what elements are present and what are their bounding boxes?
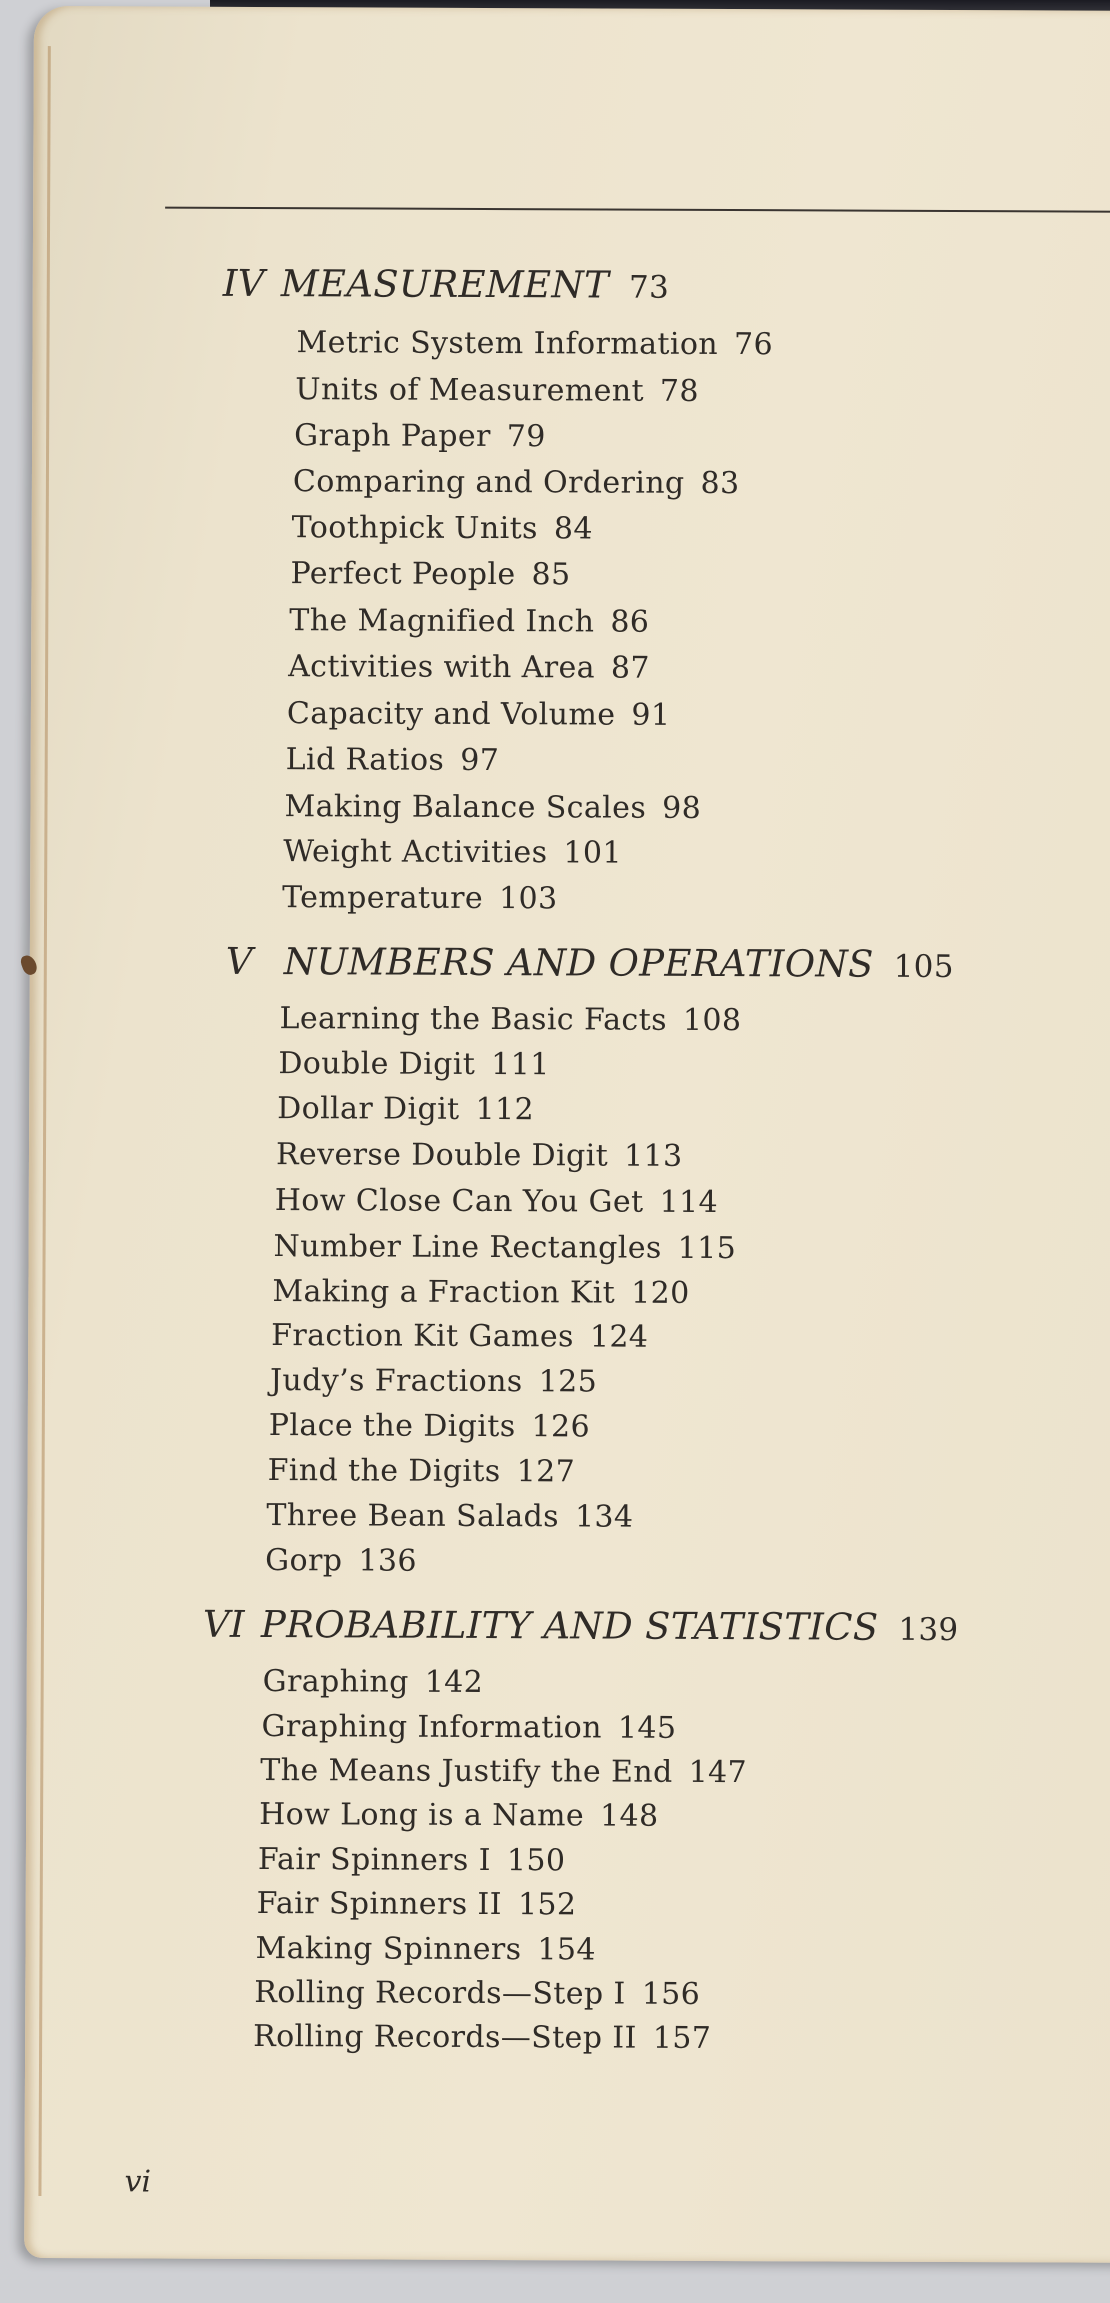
entry-title: Reverse Double Digit	[275, 1137, 609, 1174]
entry-page: 114	[659, 1184, 719, 1220]
toc-entry	[274, 1229, 737, 1266]
toc-entry	[280, 1001, 742, 1038]
entry-page: 156	[641, 1976, 701, 2012]
toc-entry	[272, 1274, 689, 1311]
toc-entry	[258, 1842, 566, 1878]
entry-page: 124	[589, 1319, 649, 1355]
entry-page: 145	[617, 1710, 677, 1746]
toc-entry	[294, 418, 546, 454]
entry-page: 142	[424, 1664, 484, 1700]
entry-title: Activities with Area	[288, 649, 596, 686]
entry-title: Comparing and Ordering	[292, 464, 685, 501]
entry-title: Making Spinners	[255, 1930, 522, 1968]
entry-page: 120	[631, 1275, 690, 1311]
entry-title: Find the Digits	[267, 1453, 501, 1490]
entry-title: Fraction Kit Games	[271, 1318, 574, 1355]
chapter-page: 139	[898, 1611, 959, 1649]
entry-title: Learning the Basic Facts	[279, 1001, 667, 1038]
toc-entry	[271, 1318, 648, 1355]
entry-title: Place the Digits	[268, 1408, 516, 1445]
toc-entry	[257, 1886, 577, 1922]
entry-title: Units of Measurement	[295, 372, 645, 409]
toc-entry	[266, 1498, 633, 1535]
toc-entry	[295, 372, 699, 409]
entry-page: 83	[700, 465, 740, 502]
toc-entry	[278, 1046, 549, 1082]
entry-page: 101	[563, 835, 622, 871]
entry-title: Perfect People	[290, 556, 516, 593]
toc-entry	[269, 1408, 590, 1444]
toc-entry	[292, 510, 593, 546]
entry-title: The Magnified Inch	[289, 603, 595, 640]
chapter-numeral: IV	[222, 261, 265, 306]
book-page	[24, 6, 1110, 2263]
entry-title: Double Digit	[278, 1046, 476, 1082]
chapter-numeral: VI	[202, 1602, 245, 1646]
entry-page: 150	[506, 1843, 566, 1879]
entry-page: 76	[733, 327, 774, 363]
toc-entry	[288, 649, 650, 686]
toc-entry	[282, 880, 558, 916]
toc-entry	[275, 1183, 718, 1220]
entry-page: 98	[662, 790, 702, 826]
entry-page: 154	[537, 1932, 596, 1968]
toc-entry	[254, 1975, 700, 2012]
toc-entry	[284, 789, 701, 826]
toc-entry	[293, 464, 740, 501]
chapter-title: PROBABILITY AND STATISTICS	[260, 1603, 879, 1649]
entry-page: 126	[531, 1409, 591, 1445]
entry-title: Number Line Rectangles	[273, 1229, 662, 1266]
entry-title: Graphing Information	[261, 1709, 602, 1746]
toc-entry	[283, 834, 622, 870]
entry-page: 148	[600, 1798, 659, 1834]
toc-entry	[255, 1931, 596, 1967]
toc-entry	[277, 1091, 534, 1127]
entry-title: Graphing	[262, 1664, 409, 1700]
entry-page: 78	[659, 373, 700, 409]
entry-page: 85	[531, 557, 571, 593]
entry-title: Gorp	[265, 1543, 343, 1579]
entry-title: Lid Ratios	[285, 742, 445, 778]
entry-title: How Close Can You Get	[274, 1183, 644, 1220]
toc-entry	[276, 1137, 683, 1174]
entry-page: 136	[358, 1543, 417, 1579]
chapter-page: 105	[893, 948, 954, 986]
chapter-title: NUMBERS AND OPERATIONS	[283, 940, 874, 986]
entry-page: 87	[610, 650, 651, 686]
chapter-page: 73	[628, 269, 670, 306]
entry-page: 115	[677, 1230, 737, 1267]
entry-title: Fair Spinners II	[256, 1885, 503, 1923]
entry-title: Rolling Records—Step II	[253, 2018, 637, 2056]
chapter-title: MEASUREMENT	[280, 262, 610, 307]
entry-title: Weight Activities	[283, 834, 548, 871]
entry-title: Making a Fraction Kit	[272, 1274, 616, 1311]
entry-page: 134	[574, 1499, 634, 1535]
toc-entry	[265, 1543, 417, 1579]
toc-entry	[286, 742, 500, 778]
entry-page: 79	[506, 419, 546, 455]
toc-entry	[268, 1453, 576, 1489]
toc-entry	[290, 556, 570, 592]
entry-page: 113	[624, 1138, 683, 1174]
chapter-heading-vi	[203, 1603, 959, 1649]
toc-entry	[261, 1709, 676, 1746]
entry-page: 127	[516, 1454, 576, 1490]
entry-title: Rolling Records—Step I	[254, 1974, 626, 2012]
entry-page: 97	[460, 742, 500, 779]
entry-page: 112	[475, 1091, 535, 1128]
entry-page: 157	[652, 2020, 712, 2056]
entry-title: Metric System Information	[296, 325, 719, 362]
entry-page: 84	[553, 511, 593, 547]
toc-entry	[289, 603, 649, 640]
entry-page: 152	[517, 1887, 577, 1923]
entry-title: Dollar Digit	[277, 1091, 460, 1127]
entry-title: How Long is a Name	[259, 1796, 585, 1834]
entry-page: 108	[682, 1002, 742, 1039]
entry-page: 111	[491, 1047, 550, 1083]
entry-title: Three Bean Salads	[266, 1498, 560, 1535]
entry-page: 86	[610, 604, 650, 640]
entry-title: Toothpick Units	[291, 510, 538, 547]
chapter-numeral: V	[225, 939, 253, 983]
toc-entry	[270, 1363, 597, 1399]
entry-page: 91	[631, 697, 671, 733]
toc-entry	[287, 696, 671, 733]
entry-title: Making Balance Scales	[284, 789, 647, 826]
entry-title: Graph Paper	[294, 418, 491, 454]
entry-page: 103	[498, 881, 558, 917]
toc-entry	[296, 325, 773, 362]
toc-entry	[259, 1797, 659, 1834]
toc-entry	[253, 2019, 711, 2056]
entry-title: The Means Justify the End	[260, 1753, 673, 1790]
page-folio: vi	[124, 2164, 152, 2200]
chapter-heading-v	[226, 940, 954, 986]
toc-entry	[260, 1753, 747, 1790]
entry-title: Judy’s Fractions	[269, 1363, 523, 1400]
chapter-heading-iv	[223, 262, 669, 307]
entry-title: Fair Spinners I	[257, 1841, 492, 1879]
entry-page: 125	[538, 1364, 598, 1400]
entry-page: 147	[688, 1754, 748, 1791]
toc-entry	[263, 1664, 484, 1700]
entry-title: Capacity and Volume	[286, 696, 616, 733]
entry-title: Temperature	[282, 880, 484, 916]
table-of-contents	[24, 6, 1110, 2263]
